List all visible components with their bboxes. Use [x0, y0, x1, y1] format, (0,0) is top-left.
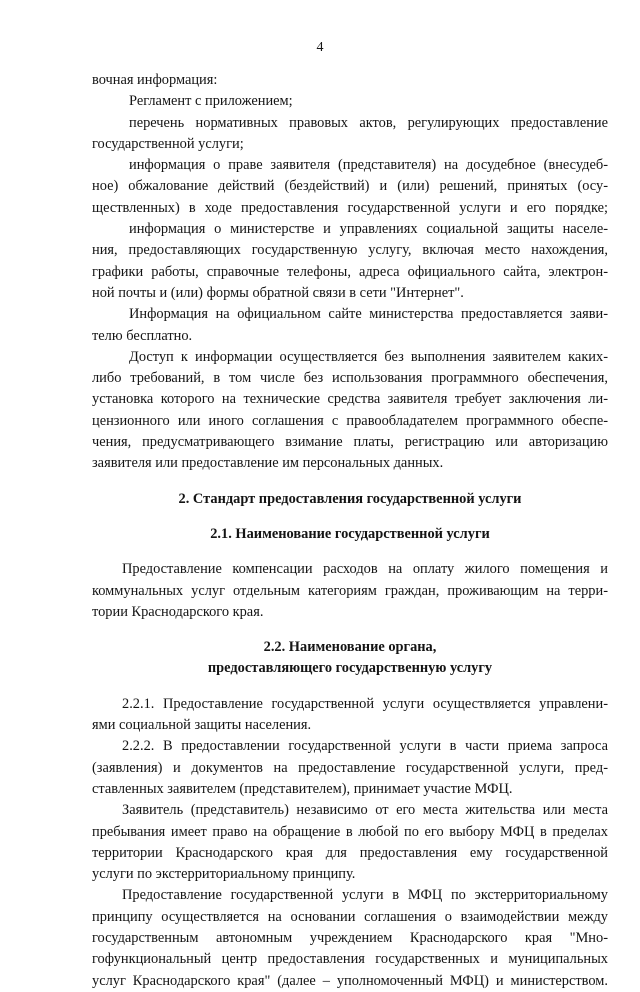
text-line: ставленных заявителем (представителем), принимает участие МФЦ.: [92, 780, 513, 797]
text-line: ной почты и (или) формы обратной связи в сети "Интернет".: [92, 284, 464, 301]
text-line: информация о праве заявителя (представителя) на досудебное (внесудеб-: [129, 157, 608, 174]
section-heading-2-2-line1: 2.2. Наименование органа,: [263, 639, 437, 656]
text-line: заявителя или предоставление им персональных данных.: [92, 455, 444, 472]
text-line: услуги по экстерриториальному принципу.: [92, 866, 356, 883]
text-line: 2.2.2. В предоставлении государственной услуги в части приема запроса: [122, 738, 608, 755]
service-name-section: [92, 559, 608, 623]
text-line: Доступ к информации осуществляется без выполнения заявителем каких-: [129, 348, 608, 365]
text-line: государственным автономным учреждением Краснодарского края "Мно-: [92, 929, 608, 946]
text-line: услуг Краснодарского края" (далее – уполномоченный МФЦ) и министерством.: [92, 972, 608, 989]
text-line: графики работы, справочные телефоны, адреса официального сайта, электрон-: [92, 263, 608, 280]
authority-section: [92, 694, 608, 992]
text-line: информация о министерстве и управлениях социальной защиты населе-: [129, 221, 608, 238]
text-line: Предоставление компенсации расходов на оплату жилого помещения и: [122, 561, 608, 578]
section-heading-2-1: 2.1. Наименование государственной услуги: [210, 525, 490, 542]
text-line: ществленных) в ходе предоставления государственной услуги и его порядке;: [92, 199, 608, 216]
text-line: Предоставление государственной услуги в МФЦ по экстерриториальному: [122, 887, 608, 904]
text-line: телю бесплатно.: [92, 327, 193, 344]
text-line: либо требований, в том числе без использования программного обеспечения,: [92, 370, 608, 387]
text-line: гофункциональный центр предоставления государственных и муниципальных: [92, 951, 608, 968]
text-line: государственной услуги;: [92, 135, 244, 152]
text-line: чения, предусматривающего взимание платы, регистрацию или авторизацию: [92, 434, 608, 451]
page-number: 4: [316, 40, 324, 55]
text-line: Заявитель (представитель) независимо от его места жительства или места: [122, 802, 608, 819]
text-line: принципу осуществляется на основании соглашения о взаимодействии между: [92, 908, 608, 925]
text-line: тории Краснодарского края.: [92, 603, 264, 620]
text-line: территории Краснодарского края для предоставления ему государственной: [92, 844, 608, 861]
section-heading-2: 2. Стандарт предоставления государственной услуги: [178, 490, 522, 507]
text-line: пребывания имеет право на обращение в любой по его выбору МФЦ в пределах: [92, 823, 608, 840]
text-line: вочная информация:: [92, 72, 218, 88]
document-body: [92, 70, 608, 992]
text-line: ями социальной защиты населения.: [92, 717, 312, 734]
text-line: ное) обжалование действий (бездействий) и (или) решений, принятых (осу-: [92, 178, 608, 195]
text-line: 2.2.1. Предоставление государственной услуги осуществляется управлени-: [122, 695, 608, 712]
text-line: ния, предоставляющих государственную услугу, включая место нахождения,: [92, 242, 608, 259]
text-line: перечень нормативных правовых актов, регулирующих предоставление: [129, 114, 608, 131]
info-list-section: [92, 70, 608, 475]
text-line: коммунальных услуг отдельным категориям граждан, проживающим на терри-: [92, 582, 608, 599]
text-line: Информация на официальном сайте министерства предоставляется заяви-: [129, 306, 608, 323]
text-line: (заявления) и документов на предоставление государственной услуги, пред-: [92, 759, 608, 776]
text-line: цензионного или иного соглашения с правообладателем программного обеспе-: [92, 412, 608, 429]
section-heading-2-2-line2: предоставляющего государственную услугу: [207, 660, 493, 677]
text-line: Регламент с приложением;: [129, 93, 293, 110]
text-line: установка которого на технические средства заявителя требует заключения ли-: [92, 391, 608, 408]
